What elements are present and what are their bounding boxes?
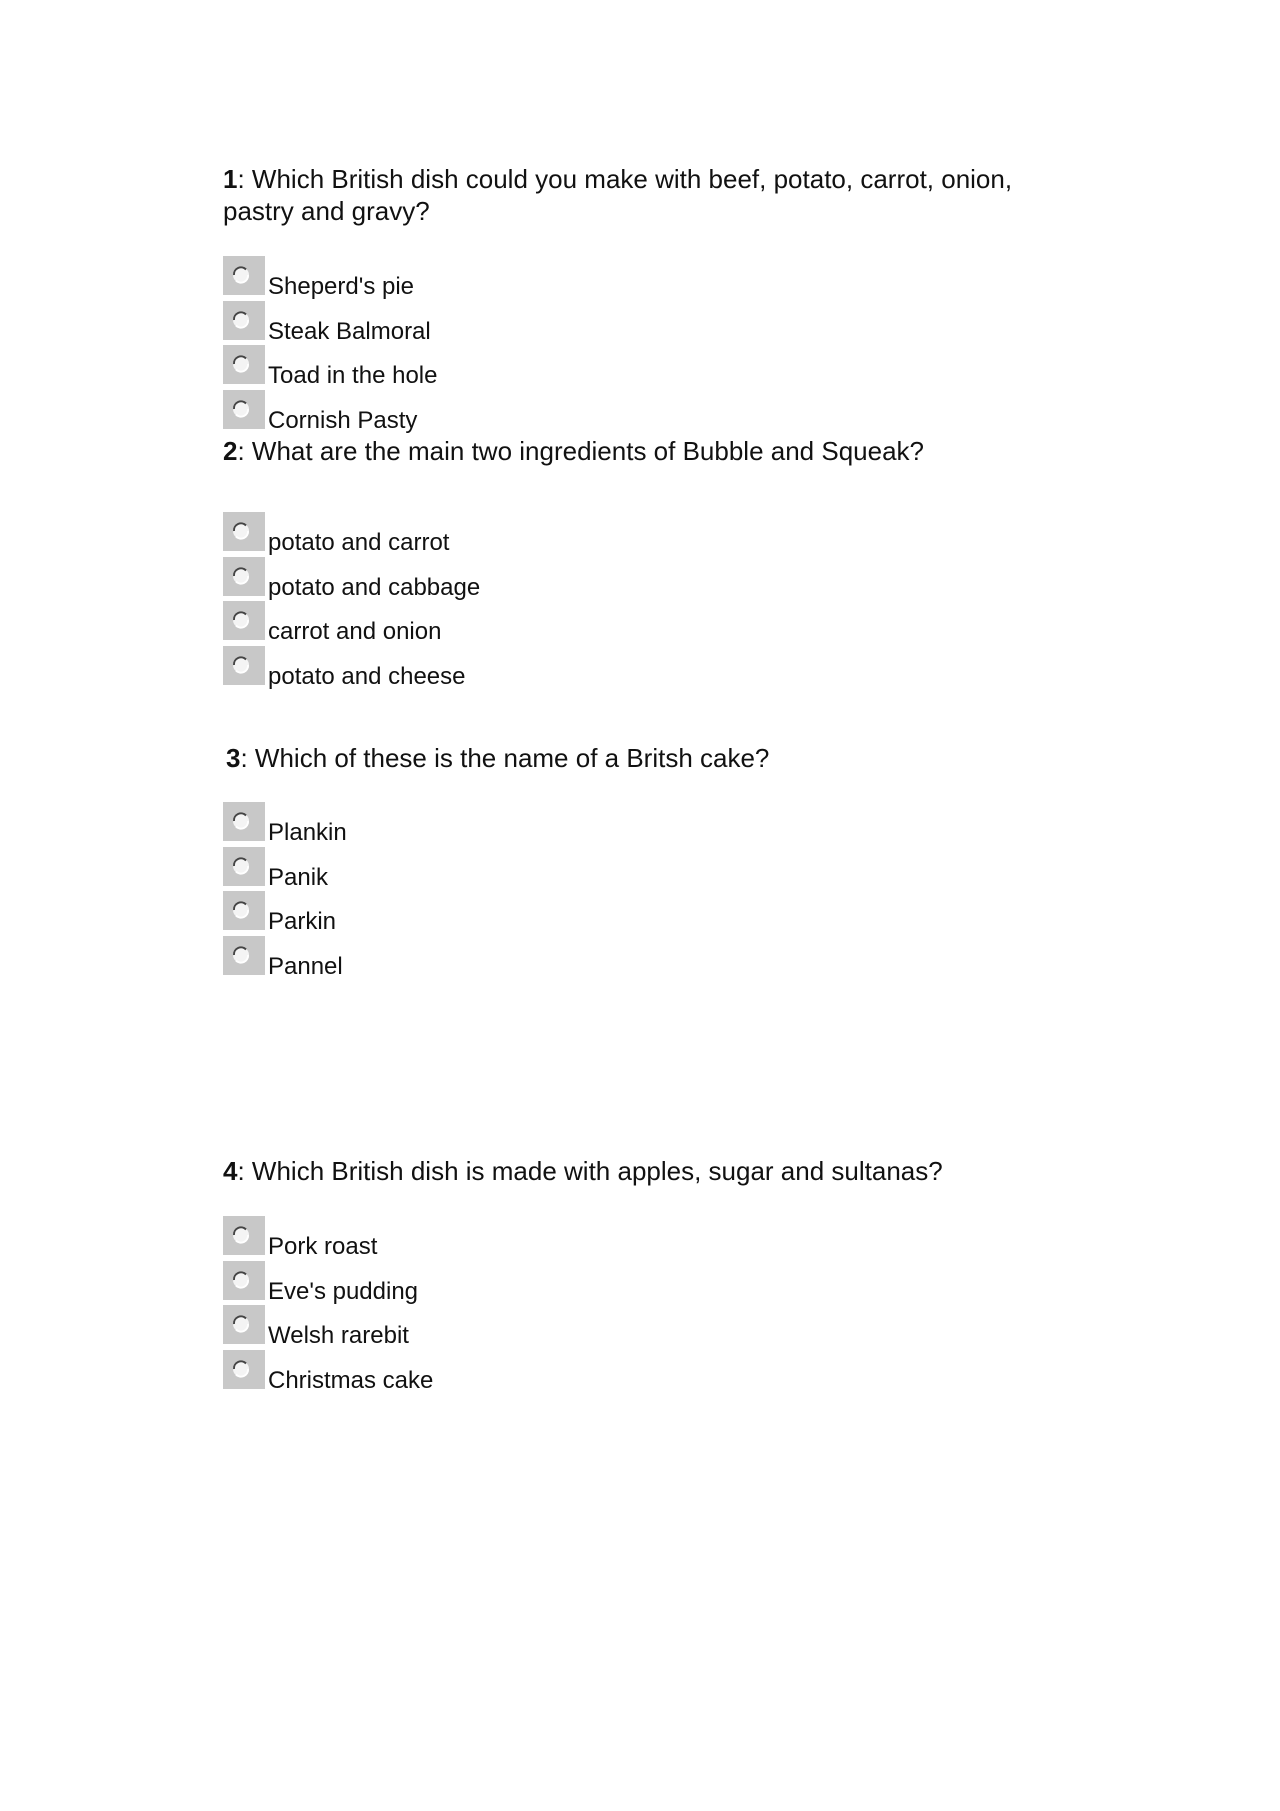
question-number: 2 bbox=[223, 436, 238, 466]
answer-option[interactable] bbox=[223, 512, 1023, 557]
answer-label: Eve's pudding bbox=[268, 1277, 419, 1305]
question-number: 3 bbox=[226, 743, 241, 773]
answer-label: Sheperd's pie bbox=[268, 273, 415, 300]
answer-label: Cornish Pasty bbox=[268, 406, 418, 434]
radio-button-icon bbox=[229, 519, 253, 543]
answer-label: Pork roast bbox=[268, 1233, 378, 1260]
radio-button-icon bbox=[229, 352, 253, 376]
answer-label: potato and carrot bbox=[268, 529, 450, 556]
question-prompt: : Which British dish is made with apples, sugar and sultanas? bbox=[237, 1156, 943, 1186]
question-1-options bbox=[223, 256, 1023, 434]
question-1-text bbox=[223, 163, 1023, 227]
question-number: 1 bbox=[223, 164, 238, 194]
radio-button-icon bbox=[229, 308, 253, 332]
radio-button[interactable] bbox=[223, 646, 265, 685]
answer-label: Parkin bbox=[268, 908, 337, 935]
radio-button-icon bbox=[229, 1223, 253, 1247]
question-2-options bbox=[223, 512, 1023, 690]
answer-label: Plankin bbox=[268, 819, 347, 846]
answer-option[interactable] bbox=[223, 557, 1023, 602]
answer-option[interactable] bbox=[223, 301, 1023, 346]
answer-label: Welsh rarebit bbox=[268, 1322, 409, 1349]
radio-button-icon bbox=[229, 809, 253, 833]
question-3-options bbox=[223, 802, 1023, 980]
radio-button-icon bbox=[229, 1268, 253, 1292]
radio-button[interactable] bbox=[223, 847, 265, 886]
answer-option[interactable] bbox=[223, 646, 1023, 691]
answer-option[interactable] bbox=[223, 1216, 1023, 1261]
question-2-text bbox=[223, 435, 1023, 467]
radio-button[interactable] bbox=[223, 512, 265, 551]
answer-label: Christmas cake bbox=[268, 1366, 434, 1394]
radio-button[interactable] bbox=[223, 1216, 265, 1255]
answer-label: Pannel bbox=[268, 952, 343, 980]
radio-button[interactable] bbox=[223, 256, 265, 295]
answer-label: potato and cheese bbox=[268, 662, 466, 690]
radio-button[interactable] bbox=[223, 936, 265, 975]
question-prompt: : Which of these is the name of a Britsh cake? bbox=[240, 743, 770, 773]
radio-button[interactable] bbox=[223, 557, 265, 596]
question-number: 4 bbox=[223, 1156, 238, 1186]
radio-button-icon bbox=[229, 608, 253, 632]
question-4-text bbox=[223, 1155, 1023, 1187]
radio-button-icon bbox=[229, 564, 253, 588]
radio-button-icon bbox=[229, 653, 253, 677]
question-prompt: : Which British dish could you make with beef, potato, carrot, onion, pastry and gravy? bbox=[223, 164, 1013, 226]
radio-button-icon bbox=[229, 1357, 253, 1381]
radio-button[interactable] bbox=[223, 1305, 265, 1344]
question-prompt: : What are the main two ingredients of Bubble and Squeak? bbox=[237, 436, 925, 466]
answer-option[interactable] bbox=[223, 891, 1023, 936]
radio-button[interactable] bbox=[223, 1350, 265, 1389]
radio-button-icon bbox=[229, 898, 253, 922]
answer-option[interactable] bbox=[223, 1350, 1023, 1395]
radio-button-icon bbox=[229, 397, 253, 421]
answer-option[interactable] bbox=[223, 256, 1023, 301]
answer-label: potato and cabbage bbox=[268, 573, 481, 601]
answer-label: Steak Balmoral bbox=[268, 317, 431, 345]
radio-button[interactable] bbox=[223, 1261, 265, 1300]
radio-button[interactable] bbox=[223, 390, 265, 429]
answer-option[interactable] bbox=[223, 345, 1023, 390]
radio-button-icon bbox=[229, 943, 253, 967]
answer-option[interactable] bbox=[223, 1261, 1023, 1306]
radio-button[interactable] bbox=[223, 601, 265, 640]
answer-option[interactable] bbox=[223, 1305, 1023, 1350]
radio-button-icon bbox=[229, 854, 253, 878]
answer-label: Panik bbox=[268, 863, 329, 891]
radio-button[interactable] bbox=[223, 802, 265, 841]
answer-option[interactable] bbox=[223, 390, 1023, 435]
question-3-text bbox=[226, 742, 1026, 774]
radio-button[interactable] bbox=[223, 301, 265, 340]
radio-button-icon bbox=[229, 1312, 253, 1336]
answer-option[interactable] bbox=[223, 802, 1023, 847]
answer-label: carrot and onion bbox=[268, 618, 442, 645]
radio-button[interactable] bbox=[223, 345, 265, 384]
question-4-options bbox=[223, 1216, 1023, 1394]
answer-option[interactable] bbox=[223, 936, 1023, 981]
answer-option[interactable] bbox=[223, 601, 1023, 646]
answer-option[interactable] bbox=[223, 847, 1023, 892]
answer-label: Toad in the hole bbox=[268, 362, 438, 389]
radio-button[interactable] bbox=[223, 891, 265, 930]
radio-button-icon bbox=[229, 263, 253, 287]
